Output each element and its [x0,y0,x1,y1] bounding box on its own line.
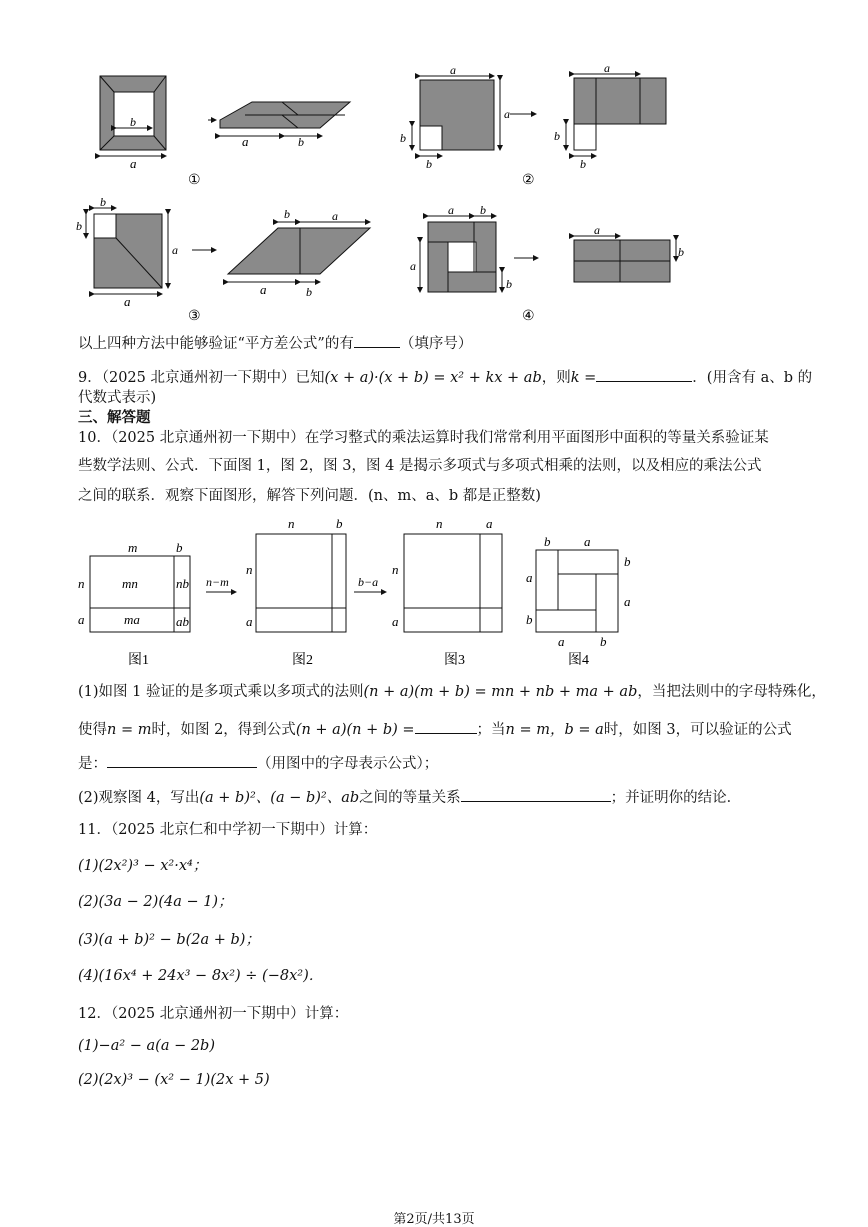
q11-item-1: (1)(2x²)³ − x²·x⁴； [78,858,208,874]
svg-text:b: b [554,129,560,143]
section-3-title: 三、解答题 [78,409,151,426]
fig1-label-n: n [78,576,85,591]
q8-text: 以上四种方法中能够验证“平方差公式”的有 [78,336,354,352]
svg-text:b: b [306,285,312,299]
arrow-1-label: n−m [206,575,229,589]
figure-1-square-frame [100,76,166,171]
fig3-caption: 图3 [444,653,465,668]
q10-part1-line-3 [78,752,798,774]
q10-line-2: 些数学法则、公式．下面图 1，图 2，图 3，图 4 是揭示多项式与多项式相乘的法则，以及相应的乘法公式 [78,458,762,474]
svg-text:b: b [298,135,304,149]
svg-text:b: b [506,277,512,291]
q10-part1-blank-2[interactable] [107,752,257,768]
svg-text:a: a [594,223,600,237]
q10-part1-blank-1[interactable] [415,718,477,734]
figure-4-frame [410,203,512,292]
svg-text:b: b [100,195,106,209]
svg-text:b: b [600,634,607,649]
q10-part1-h: （用图中的字母表示公式）； [257,756,439,772]
q10-line-1: 10．（2025 北京通州初一下期中）在学习整式的乘法运算时我们常常利用平面图形中面积的等量关系验证某 [78,430,769,446]
svg-text:a: a [332,209,338,223]
fig2-caption: 图2 [292,653,313,668]
q9-answer-blank[interactable] [596,366,692,382]
q10-part2-blank[interactable] [461,786,611,802]
q10-line-3: 之间的联系．观察下面图形，解答下列问题．(n、m、a、b 都是正整数) [78,488,541,504]
page-footer: 第2页/共13页 [393,1212,475,1227]
circled-label-1: ① [188,173,201,188]
svg-text:b: b [400,131,406,145]
q10-figure-4 [526,534,631,668]
svg-text:a: a [246,614,253,629]
svg-text:a: a [526,570,533,585]
figure-2-result [554,61,666,171]
circled-label-4: ④ [522,309,535,324]
svg-text:a: a [410,259,416,273]
q10-part1-a: (1)如图 1 验证的是多项式乘以多项式的法则 [78,684,364,700]
svg-text:a: a [584,534,591,549]
svg-text:n: n [246,562,253,577]
svg-text:b: b [336,516,343,531]
q10-part1-g: 是： [78,756,107,772]
svg-text:b: b [624,554,631,569]
q10-part1-f: 时，如图 3，可以验证的公式 [603,722,792,738]
q10-part1-cond2: n = m，b = a [505,722,604,738]
fig1-label-nb: nb [176,576,189,591]
svg-text:a: a [172,243,178,257]
q10-figure-3 [392,516,502,668]
q10-part1-e: ；当 [476,722,506,738]
q10-part1-cond1: n = m [107,722,152,738]
fig1-label-ab: ab [176,614,189,629]
q10-part2-line [78,786,798,808]
fig1-label-a: a [78,612,85,627]
q11-item-3: (3)(a + b)² − b(2a + b)； [78,932,260,948]
fig1-label-mn: mn [122,576,138,591]
svg-text:a: a [124,294,131,309]
q12-title: 12．（2025 北京通州初一下期中）计算： [78,1006,349,1022]
q11-item-4: (4)(16x⁴ + 24x³ − 8x²) ÷ (−8x²)． [78,968,324,984]
fig1-label-ma: ma [124,612,140,627]
svg-text:a: a [130,156,137,171]
top-figures [70,60,710,330]
svg-text:a: a [450,63,456,77]
q8-answer-line [78,332,798,354]
svg-text:a: a [448,203,454,217]
q10-part1-formula2: (n + a)(n + b) = [295,722,415,738]
svg-text:b: b [426,157,432,171]
svg-text:b: b [580,157,586,171]
q10-part1-formula1: (n + a)(m + b) = mn + nb + ma + ab [363,684,638,700]
svg-text:b: b [544,534,551,549]
arrow-2-label: b−a [358,575,379,589]
q10-part2-formula: (a + b)²、(a − b)²、ab [199,790,360,806]
q10-part1-line-2 [78,718,798,740]
circled-label-2: ② [522,173,535,188]
svg-text:a: a [604,61,610,75]
q9-mid: ，则 [541,370,571,386]
figure-2-rect [400,63,510,171]
circled-label-3: ③ [188,309,201,324]
q9-k: k = [570,370,597,386]
svg-text:n: n [436,516,443,531]
q9-prefix: 9．（2025 北京通州初一下期中）已知 [78,370,325,386]
svg-text:a: a [392,614,399,629]
svg-text:b: b [480,203,486,217]
svg-text:b: b [130,115,136,129]
svg-text:a: a [624,594,631,609]
svg-text:a: a [242,134,249,149]
q10-part2-c: ；并证明你的结论． [610,790,742,806]
q9-formula: (x + a)·(x + b) = x² + kx + ab [324,370,542,386]
q9-line-2: 代数式表示) [78,390,157,406]
q11-item-2: (2)(3a − 2)(4a − 1)； [78,894,233,910]
svg-text:b: b [76,219,82,233]
q10-part1-line-1 [78,682,826,702]
q10-figure-1 [78,540,190,668]
q9-line-1 [78,366,813,388]
svg-text:a: a [504,107,510,121]
fig1-label-m: m [128,540,138,555]
fig4-caption: 图4 [568,653,589,668]
fig1-label-b: b [176,540,183,555]
svg-text:b: b [678,245,684,259]
figure-3-parallelogram [228,207,370,299]
q9-suffix: ．(用含有 a、b 的 [692,370,813,386]
figure-3-square [76,195,178,309]
fig1-caption: 图1 [128,653,149,668]
svg-text:a: a [558,634,565,649]
svg-text:b: b [284,207,290,221]
q10-figure-2 [246,516,346,668]
q10-part2-b: 之间的等量关系 [359,790,461,806]
q10-part1-c: 使得 [78,722,107,738]
q10-part1-d: 时，如图 2，得到公式 [151,722,296,738]
q10-part2-a: (2)观察图 4，写出 [78,790,200,806]
q12-item-2: (2)(2x)³ − (x² − 1)(2x + 5) [78,1072,270,1088]
q11-title: 11．（2025 北京仁和中学初一下期中）计算： [78,822,378,838]
svg-text:a: a [260,282,267,297]
q8-answer-blank[interactable] [354,332,400,348]
svg-text:a: a [486,516,493,531]
q10-part1-b: ，当把法则中的字母特殊化， [637,684,826,700]
svg-text:b: b [526,612,533,627]
svg-text:n: n [392,562,399,577]
q12-item-1: (1)−a² − a(a − 2b) [78,1038,215,1054]
q8-suffix: （填序号） [399,336,473,352]
q10-figures [70,516,670,674]
figure-4-result [574,223,684,282]
svg-text:n: n [288,516,295,531]
figure-1-parallelogram [220,102,350,149]
